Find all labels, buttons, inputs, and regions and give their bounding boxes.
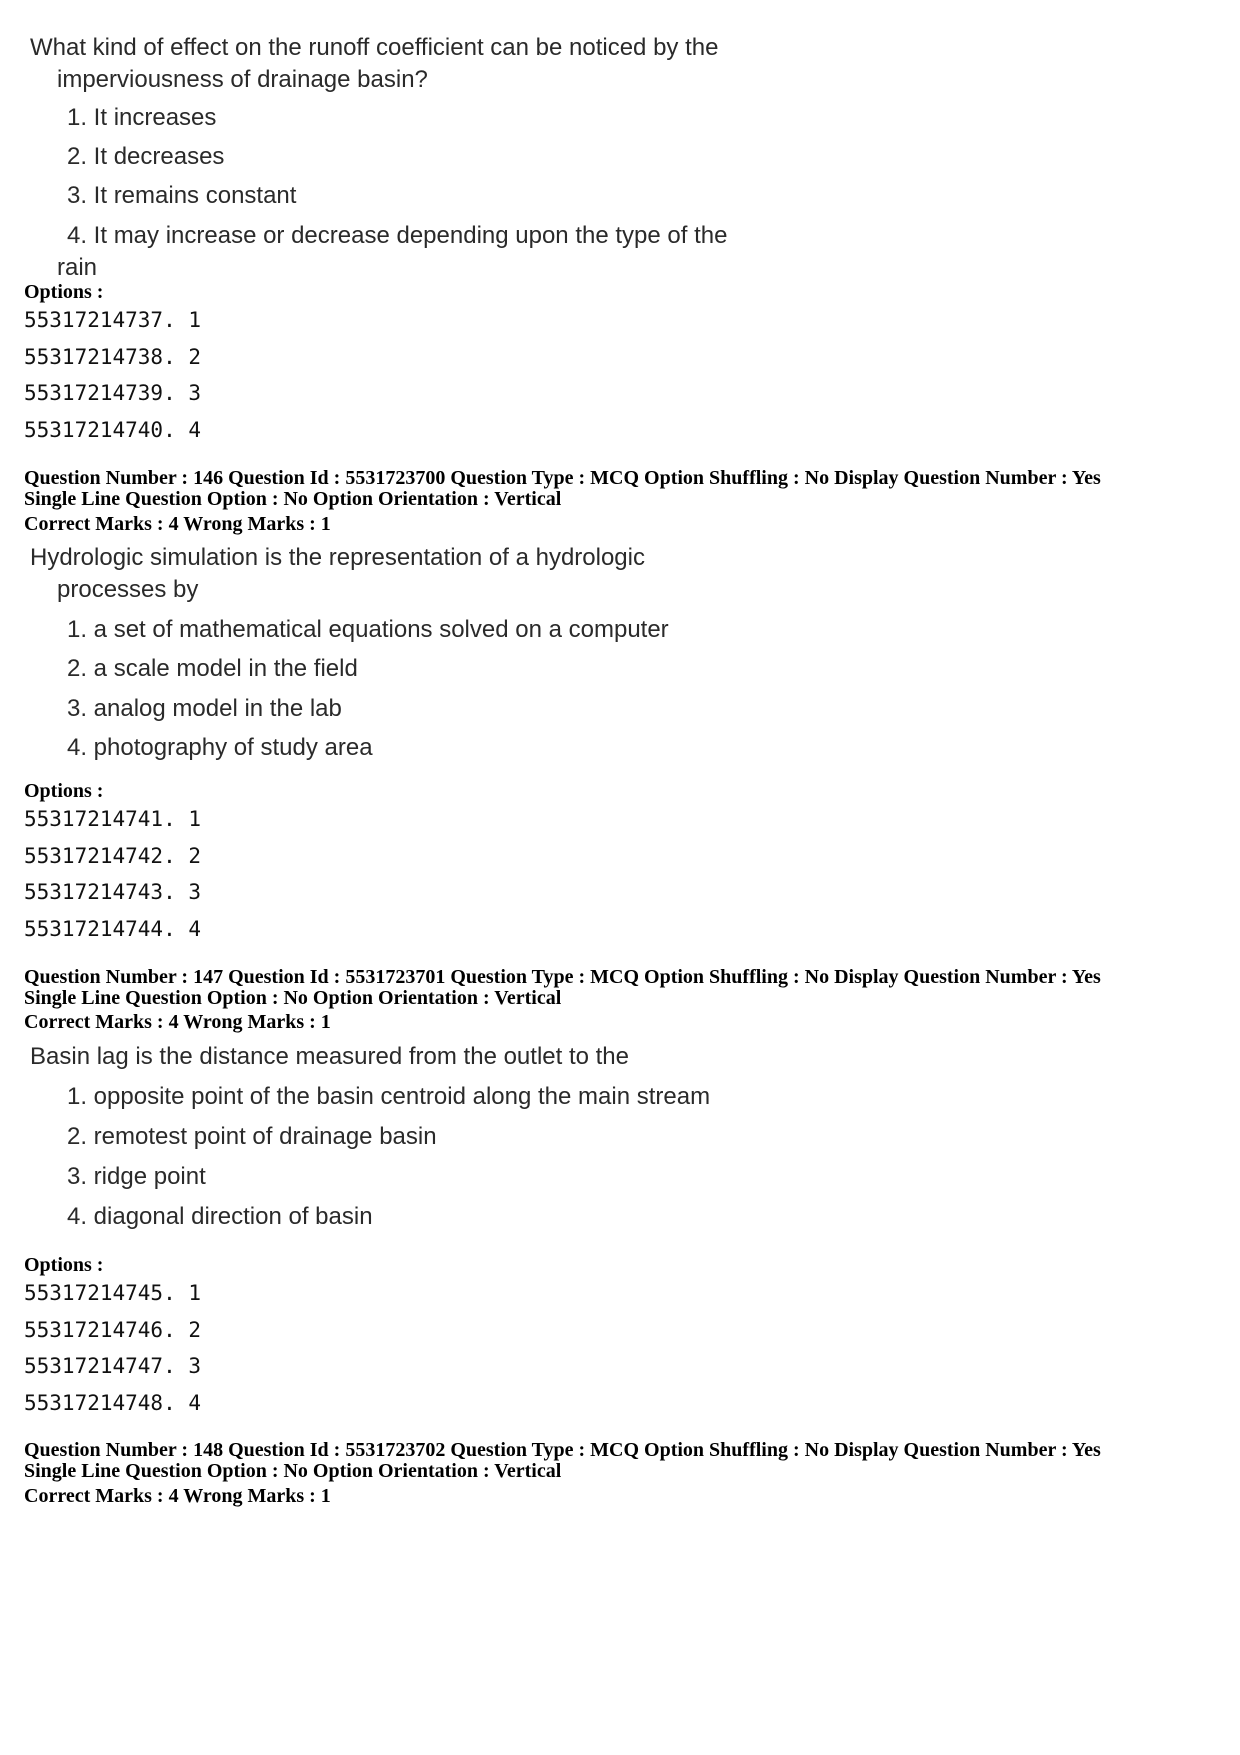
answer-choice (57, 220, 750, 284)
question-146-image (30, 542, 750, 764)
question-146-meta (24, 468, 1101, 510)
marks-line: Correct Marks : 4 Wrong Marks : 1 (24, 513, 331, 535)
answer-choice: 2. remotest point of drainage basin (67, 1123, 437, 1150)
option-id: 55317214746. 2 (24, 1317, 202, 1342)
answer-choice: 2. a scale model in the field (67, 655, 358, 682)
marks-line: Correct Marks : 4 Wrong Marks : 1 (24, 1011, 331, 1033)
question-text-line: What kind of effect on the runoff coefficient can be noticed by the (30, 34, 719, 61)
answer-choice-line: 4. It may increase or decrease depending upon the type of the (67, 222, 728, 249)
option-id: 55317214740. 4 (24, 417, 202, 442)
answer-choice: 3. It remains constant (67, 182, 297, 209)
answer-choice: 3. analog model in the lab (67, 695, 342, 722)
options-label: Options : (24, 780, 104, 802)
question-meta-line: Question Number : 146 Question Id : 5531723700 Question Type : MCQ Option Shuffling : No Display Question Number : Yes (24, 467, 1101, 489)
option-id: 55317214743. 3 (24, 880, 202, 904)
question-147-meta (24, 967, 1101, 1009)
question-text-line: imperviousness of drainage basin? (57, 66, 428, 93)
answer-choice: 4. photography of study area (67, 734, 373, 761)
option-id: 55317214742. 2 (24, 843, 202, 868)
question-text (30, 32, 750, 96)
answer-choice: 2. It decreases (67, 143, 225, 170)
options-label: Options : (24, 281, 104, 303)
question-text: Basin lag is the distance measured from the outlet to the (30, 1043, 630, 1070)
question-147-image (30, 1041, 750, 1233)
question-145-image (30, 32, 750, 284)
question-148-meta (24, 1440, 1101, 1482)
answer-choice: 1. opposite point of the basin centroid along the main stream (67, 1083, 711, 1110)
question-meta-line: Question Number : 147 Question Id : 5531723701 Question Type : MCQ Option Shuffling : No Display Question Number : Yes (24, 966, 1101, 988)
question-text-line: Hydrologic simulation is the representation of a hydrologic (30, 544, 645, 571)
options-list (24, 801, 201, 947)
answer-choice: 3. ridge point (67, 1163, 206, 1190)
question-meta-line: Single Line Question Option : No Option Orientation : Vertical (24, 488, 562, 510)
answer-choice-line: rain (57, 254, 98, 281)
question-meta-line: Single Line Question Option : No Option Orientation : Vertical (24, 1460, 562, 1482)
marks-line: Correct Marks : 4 Wrong Marks : 1 (24, 1485, 331, 1507)
options-list (24, 1275, 201, 1421)
option-id: 55317214748. 4 (24, 1390, 202, 1415)
question-meta-line: Single Line Question Option : No Option Orientation : Vertical (24, 987, 562, 1009)
question-text (30, 542, 750, 606)
options-label: Options : (24, 1254, 104, 1276)
option-id: 55317214738. 2 (24, 344, 202, 369)
option-id: 55317214747. 3 (24, 1354, 202, 1378)
option-id: 55317214741. 1 (24, 807, 202, 831)
options-list (24, 302, 201, 448)
option-id: 55317214737. 1 (24, 308, 202, 332)
option-id: 55317214739. 3 (24, 381, 202, 405)
option-id: 55317214744. 4 (24, 916, 202, 941)
question-text-line: processes by (57, 576, 199, 603)
answer-choice: 1. a set of mathematical equations solved on a computer (67, 616, 669, 643)
option-id: 55317214745. 1 (24, 1281, 202, 1305)
answer-choice: 4. diagonal direction of basin (67, 1203, 373, 1230)
question-meta-line: Question Number : 148 Question Id : 5531723702 Question Type : MCQ Option Shuffling : No Display Question Number : Yes (24, 1439, 1101, 1461)
answer-choice: 1. It increases (67, 104, 217, 131)
